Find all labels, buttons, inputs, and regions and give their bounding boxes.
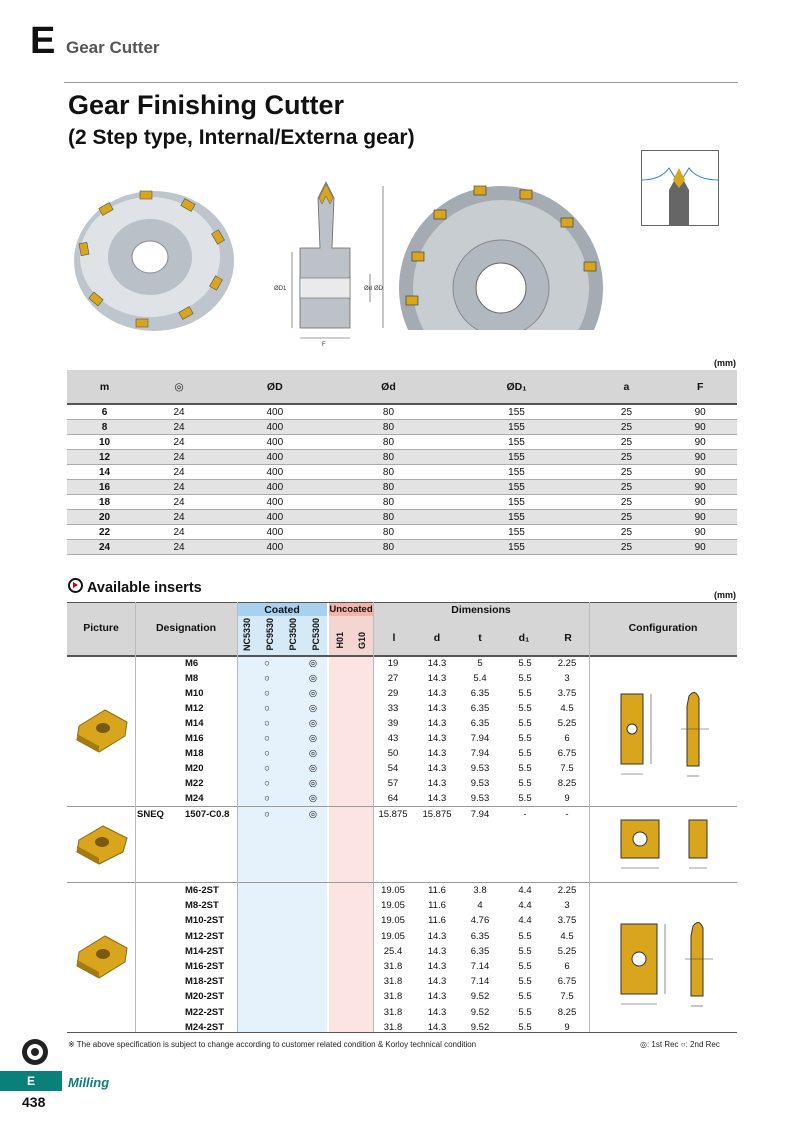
spec-cell: 24 (142, 480, 216, 495)
insert-cell-d: 14.3 (427, 748, 447, 759)
insert-cell-r: 6 (564, 733, 570, 744)
insert-cell-r: 4.5 (560, 930, 574, 942)
spec-cell: 8 (67, 420, 142, 435)
insert-cell-l: 31.8 (383, 1006, 403, 1018)
insert-cell-d1: 5.5 (518, 778, 532, 789)
spec-row (67, 404, 737, 420)
insert-cell-l: 43 (387, 733, 399, 744)
insert-cell-d1: 4.4 (518, 915, 532, 927)
cutter-section-drawing (270, 178, 395, 348)
spec-cell: 24 (142, 450, 216, 465)
insert-cell-r: 3.75 (557, 915, 577, 927)
spec-cell: 155 (443, 435, 589, 450)
insert-cell-c2: ○ (264, 703, 270, 714)
grade-h01: H01 (335, 632, 345, 649)
col-od: ØD (216, 370, 334, 404)
grade-pc5300: PC5300 (311, 618, 321, 651)
insert-cell-d: 14.3 (427, 688, 447, 699)
insert-cell-c4: ◎ (308, 809, 318, 820)
insert-cell-r: 7.5 (560, 763, 574, 774)
spec-cell: 25 (590, 435, 664, 450)
insert-cell-d1: 5.5 (518, 763, 532, 774)
col-d: Ød (334, 370, 444, 404)
spec-cell: 90 (663, 450, 737, 465)
col-teeth: ◎ (142, 370, 216, 404)
spec-cell: 10 (67, 435, 142, 450)
insert-row (67, 883, 737, 898)
insert-cell-c2: ○ (264, 733, 270, 744)
insert-cell-r: 7.5 (560, 991, 574, 1003)
spec-cell: 155 (443, 510, 589, 525)
hdr-designation: Designation (155, 622, 217, 634)
insert-cell-des: M12-2ST (185, 930, 225, 942)
spec-row (67, 540, 737, 555)
spec-cell: 24 (142, 435, 216, 450)
insert-cell-d: 11.6 (428, 900, 446, 912)
insert-photo-sneq (75, 822, 129, 866)
spec-cell: 400 (216, 495, 334, 510)
spec-cell: 25 (590, 540, 664, 555)
insert-cell-c2: ○ (264, 718, 270, 729)
spec-row (67, 510, 737, 525)
insert-cell-d: 14.3 (427, 1006, 447, 1018)
spec-cell: 22 (67, 525, 142, 540)
insert-cell-t: 7.14 (470, 976, 490, 988)
insert-cell-des: M8 (185, 673, 199, 684)
dim-r: R (564, 632, 572, 644)
insert-cell-d: 14.3 (427, 673, 447, 684)
col-f: F (663, 370, 737, 404)
spec-cell: 400 (216, 465, 334, 480)
spec-row (67, 435, 737, 450)
arrow-circle-icon (68, 578, 83, 593)
insert-cell-t: 6.35 (470, 930, 490, 942)
hdr-coated: Coated (264, 604, 300, 616)
insert-cell-des: M6 (185, 658, 199, 669)
spec-table (67, 370, 737, 555)
insert-cell-l: 19.05 (381, 900, 405, 912)
spec-cell: 80 (334, 450, 444, 465)
insert-cell-r: 8.25 (557, 778, 577, 789)
insert-cell-des: M22-2ST (185, 1006, 225, 1018)
inserts-table (67, 602, 737, 1032)
spec-cell: 24 (142, 465, 216, 480)
insert-cell-r: 6.75 (557, 976, 577, 988)
insert-cell-d1: 5.5 (518, 733, 532, 744)
insert-cell-r: 8.25 (557, 1006, 577, 1018)
insert-cell-des: M18-2ST (185, 976, 225, 988)
spec-row (67, 480, 737, 495)
category-label: Milling (68, 1075, 110, 1090)
spec-cell: 400 (216, 480, 334, 495)
profile-inset (641, 150, 719, 226)
dim-l: l (392, 632, 396, 644)
config-drawing-m (615, 684, 725, 784)
insert-cell-t: 5 (477, 658, 483, 669)
insert-cell-l: 39 (387, 718, 399, 729)
insert-photo-m (75, 706, 129, 754)
insert-cell-t: 6.35 (470, 703, 490, 714)
insert-cell-l: 25.4 (383, 945, 403, 957)
spec-cell: 90 (663, 435, 737, 450)
insert-cell-c4: ◎ (308, 763, 318, 774)
insert-cell-l: 31.8 (383, 961, 403, 972)
insert-cell-des: 1507-C0.8 (185, 809, 230, 820)
insert-cell-c4: ◎ (308, 688, 318, 699)
grade-g10: G10 (357, 632, 367, 650)
spec-row (67, 525, 737, 540)
insert-cell-des: M6-2ST (185, 885, 219, 896)
insert-cell-t: 9.52 (470, 1006, 490, 1018)
insert-cell-d: 14.3 (427, 930, 447, 942)
spec-cell: 24 (142, 525, 216, 540)
insert-cell-t: 6.35 (470, 718, 490, 729)
spec-cell: 14 (67, 465, 142, 480)
insert-cell-d1: 5.5 (518, 688, 532, 699)
insert-cell-t: 9.53 (470, 793, 490, 804)
insert-cell-c2: ○ (264, 809, 270, 820)
insert-cell-r: 2.25 (557, 885, 577, 896)
spec-cell: 90 (663, 420, 737, 435)
spec-cell: 155 (443, 480, 589, 495)
spec-unit: (mm) (714, 358, 736, 368)
dim-d1: d₁ (518, 632, 530, 644)
spec-row (67, 465, 737, 480)
insert-cell-t: 7.94 (470, 809, 490, 820)
insert-cell-t: 9.52 (470, 991, 490, 1003)
spec-cell: 25 (590, 525, 664, 540)
insert-cell-t: 5.4 (473, 673, 487, 684)
insert-cell-t: 9.53 (470, 778, 490, 789)
insert-cell-des: M24-2ST (185, 1021, 225, 1033)
spec-cell: 400 (216, 525, 334, 540)
available-inserts-heading (68, 578, 202, 596)
insert-cell-d: 15.875 (422, 809, 452, 820)
insert-cell-d1: 5.5 (518, 673, 532, 684)
insert-cell-c2: ○ (264, 793, 270, 804)
insert-cell-d1: 5.5 (518, 945, 532, 957)
dim-d: d (433, 632, 441, 644)
insert-cell-d1: 5.5 (518, 748, 532, 759)
insert-cell-r: 2.25 (557, 658, 577, 669)
spec-cell: 80 (334, 404, 444, 420)
spec-cell: 155 (443, 404, 589, 420)
insert-cell-des: M8-2ST (185, 900, 219, 912)
insert-cell-d1: 5.5 (518, 976, 532, 988)
hdr-dimensions: Dimensions (451, 604, 511, 616)
cutter-photo (70, 185, 240, 335)
spec-cell: 80 (334, 420, 444, 435)
insert-cell-d: 11.6 (428, 885, 446, 896)
spec-cell: 24 (142, 510, 216, 525)
spec-cell: 18 (67, 495, 142, 510)
spec-cell: 80 (334, 465, 444, 480)
spec-cell: 80 (334, 540, 444, 555)
insert-cell-t: 6.35 (470, 945, 490, 957)
spec-cell: 25 (590, 404, 664, 420)
spec-cell: 25 (590, 510, 664, 525)
hdr-uncoated: Uncoated (329, 604, 373, 615)
spec-cell: 25 (590, 450, 664, 465)
insert-cell-r: 9 (564, 793, 570, 804)
insert-cell-d: 14.3 (427, 718, 447, 729)
insert-cell-t: 7.94 (470, 733, 490, 744)
insert-cell-d: 14.3 (427, 961, 447, 972)
col-m: m (67, 370, 142, 404)
section-tab: E (0, 1071, 62, 1091)
insert-cell-l: 31.8 (383, 1021, 403, 1033)
legend: ◎: 1st Rec ○: 2nd Rec (640, 1040, 720, 1049)
insert-cell-d1: - (523, 809, 527, 820)
spec-cell: 12 (67, 450, 142, 465)
hdr-configuration: Configuration (628, 622, 698, 634)
spec-cell: 80 (334, 495, 444, 510)
insert-cell-d: 14.3 (427, 703, 447, 714)
spec-cell: 155 (443, 420, 589, 435)
insert-cell-l: 19 (387, 658, 399, 669)
insert-cell-l: 57 (387, 778, 399, 789)
spec-row (67, 420, 737, 435)
spec-cell: 24 (142, 420, 216, 435)
insert-cell-des: M10-2ST (185, 915, 225, 927)
insert-cell-d: 14.3 (427, 658, 447, 669)
spec-cell: 25 (590, 465, 664, 480)
grade-pc9530: PC9530 (265, 618, 275, 651)
dim-t: t (478, 632, 482, 644)
config-drawing-sneq (615, 816, 725, 876)
insert-cell-des: M16-2ST (185, 961, 225, 972)
insert-row (67, 898, 737, 913)
insert-cell-d: 14.3 (427, 945, 447, 957)
insert-cell-l: 54 (387, 763, 399, 774)
insert-cell-t: 4 (477, 900, 483, 912)
insert-cell-c2: ○ (264, 673, 270, 684)
gear-icon (20, 1036, 50, 1068)
spec-cell: 24 (142, 495, 216, 510)
insert-cell-l: 31.8 (383, 991, 403, 1003)
insert-cell-d1: 5.5 (518, 658, 532, 669)
spec-cell: 90 (663, 404, 737, 420)
insert-cell-l: 19.05 (381, 930, 405, 942)
insert-cell-d: 14.3 (427, 976, 447, 988)
grade-nc5330: NC5330 (242, 618, 252, 652)
spec-cell: 25 (590, 480, 664, 495)
od-label: ØD (374, 286, 383, 292)
insert-row (67, 656, 737, 671)
insert-cell-c4: ◎ (308, 748, 318, 759)
cutter-front-render (396, 178, 606, 333)
insert-cell-c4: ◎ (308, 778, 318, 789)
insert-cell-des: M12 (185, 703, 204, 714)
spec-cell: 24 (67, 540, 142, 555)
insert-cell-des: M20 (185, 763, 204, 774)
spec-cell: 90 (663, 540, 737, 555)
section-name: Gear Cutter (66, 38, 160, 57)
spec-cell: 25 (590, 495, 664, 510)
insert-cell-des: M14-2ST (185, 945, 225, 957)
insert-cell-r: 5.25 (557, 718, 577, 729)
insert-cell-d: 14.3 (427, 991, 447, 1003)
insert-row (67, 1020, 737, 1035)
insert-cell-l: 19.05 (381, 885, 405, 896)
insert-cell-l: 31.8 (383, 976, 403, 988)
insert-cell-d1: 5.5 (518, 703, 532, 714)
spec-cell: 90 (663, 480, 737, 495)
spec-cell: 90 (663, 465, 737, 480)
insert-cell-t: 4.76 (470, 915, 490, 927)
insert-cell-d1: 5.5 (518, 930, 532, 942)
insert-cell-d1: 5.5 (518, 718, 532, 729)
insert-cell-t: 7.14 (470, 961, 490, 972)
insert-cell-r: 3 (564, 900, 570, 912)
spec-cell: 80 (334, 435, 444, 450)
spec-cell: 155 (443, 465, 589, 480)
insert-cell-c2: ○ (264, 778, 270, 789)
insert-cell-des: M10 (185, 688, 204, 699)
spec-cell: 155 (443, 540, 589, 555)
insert-cell-d: 14.3 (427, 1021, 447, 1033)
insert-cell-des: M24 (185, 793, 204, 804)
spec-cell: 24 (142, 404, 216, 420)
col-a: a (590, 370, 664, 404)
col-od1: ØD₁ (443, 370, 589, 404)
page-number: 438 (22, 1094, 46, 1110)
available-inserts-title: Available inserts (87, 580, 202, 596)
inserts-unit: (mm) (714, 590, 736, 600)
spec-cell: 400 (216, 435, 334, 450)
insert-cell-c4: ◎ (308, 703, 318, 714)
insert-cell-c2: ○ (264, 748, 270, 759)
insert-cell-des: M20-2ST (185, 991, 225, 1003)
insert-cell-c4: ◎ (308, 733, 318, 744)
insert-cell-r: 3 (564, 673, 570, 684)
insert-cell-t: 6.35 (470, 688, 490, 699)
insert-cell-t: 3.8 (473, 885, 487, 896)
hdr-picture: Picture (83, 622, 119, 634)
page-subtitle: (2 Step type, Internal/Externa gear) (68, 126, 415, 149)
page-title: Gear Finishing Cutter (68, 90, 345, 120)
spec-cell: 400 (216, 404, 334, 420)
insert-cell-d1: 5.5 (518, 991, 532, 1003)
insert-cell-c4: ◎ (308, 673, 318, 684)
spec-cell: 80 (334, 480, 444, 495)
insert-cell-r: 5.25 (557, 945, 577, 957)
insert-cell-r: 3.75 (557, 688, 577, 699)
footnote: ※ The above specification is subject to change according to customer related condition & Korloy technical condition (68, 1040, 477, 1049)
insert-cell-l: 64 (387, 793, 399, 804)
spec-cell: 400 (216, 450, 334, 465)
insert-cell-t: 9.53 (470, 763, 490, 774)
spec-cell: 90 (663, 495, 737, 510)
spec-cell: 400 (216, 510, 334, 525)
spec-body (67, 404, 737, 555)
spec-cell: 155 (443, 525, 589, 540)
od-small-label: Ød (364, 286, 373, 292)
insert-cell-l: 33 (387, 703, 399, 714)
insert-cell-c2: ○ (264, 763, 270, 774)
spec-cell: 90 (663, 525, 737, 540)
spec-cell: 80 (334, 525, 444, 540)
insert-cell-des: M16 (185, 733, 204, 744)
spec-cell: 90 (663, 510, 737, 525)
spec-cell: 400 (216, 540, 334, 555)
insert-cell-d1: 5.5 (518, 793, 532, 804)
insert-cell-d1: 4.4 (518, 885, 532, 896)
spec-cell: 25 (590, 420, 664, 435)
insert-cell-d: 14.3 (427, 763, 447, 774)
insert-cell-c2: ○ (264, 688, 270, 699)
insert-cell-r: - (565, 809, 569, 820)
spec-cell: 20 (67, 510, 142, 525)
insert-cell-r: 6 (564, 961, 570, 972)
section-letter: E (30, 20, 56, 62)
insert-cell-l: 27 (387, 673, 399, 684)
insert-cell-r: 4.5 (560, 703, 574, 714)
insert-cell-c4: ◎ (308, 658, 318, 669)
insert-cell-des: M18 (185, 748, 204, 759)
f-label: F (322, 342, 326, 348)
grade-pc3500: PC3500 (288, 618, 298, 651)
insert-cell-c2: ○ (264, 658, 270, 669)
spec-cell: 155 (443, 450, 589, 465)
insert-cell-c4: ◎ (308, 793, 318, 804)
insert-cell-d1: 5.5 (518, 1021, 532, 1033)
spec-cell: 24 (142, 540, 216, 555)
spec-row (67, 450, 737, 465)
config-drawing-2st (615, 914, 725, 1014)
insert-cell-t: 9.52 (470, 1021, 490, 1033)
insert-cell-c4: ◎ (308, 718, 318, 729)
insert-cell-r: 6.75 (557, 748, 577, 759)
insert-cell-r: 9 (564, 1021, 570, 1033)
spec-cell: 155 (443, 495, 589, 510)
insert-cell-l: 50 (387, 748, 399, 759)
spec-cell: 16 (67, 480, 142, 495)
spec-row (67, 495, 737, 510)
insert-cell-d: 14.3 (427, 778, 447, 789)
insert-cell-t: 7.94 (470, 748, 490, 759)
insert-cell-l: 19.05 (381, 915, 405, 927)
insert-cell-des: M14 (185, 718, 204, 729)
od1-label: ØD1 (274, 286, 287, 292)
spec-cell: 80 (334, 510, 444, 525)
header-rule (64, 82, 738, 83)
spec-cell: 400 (216, 420, 334, 435)
insert-cell-l: 15.875 (378, 809, 408, 820)
insert-cell-d: 11.6 (428, 915, 446, 927)
insert-photo-2st (75, 932, 129, 980)
insert-cell-d1: 4.4 (518, 900, 532, 912)
sneq-prefix: SNEQ (137, 809, 164, 820)
insert-cell-d1: 5.5 (518, 961, 532, 972)
insert-cell-d: 14.3 (427, 793, 447, 804)
insert-row (67, 791, 737, 806)
insert-cell-des: M22 (185, 778, 204, 789)
insert-cell-d1: 5.5 (518, 1006, 532, 1018)
insert-cell-l: 29 (387, 688, 399, 699)
insert-cell-d: 14.3 (427, 733, 447, 744)
spec-cell: 6 (67, 404, 142, 420)
